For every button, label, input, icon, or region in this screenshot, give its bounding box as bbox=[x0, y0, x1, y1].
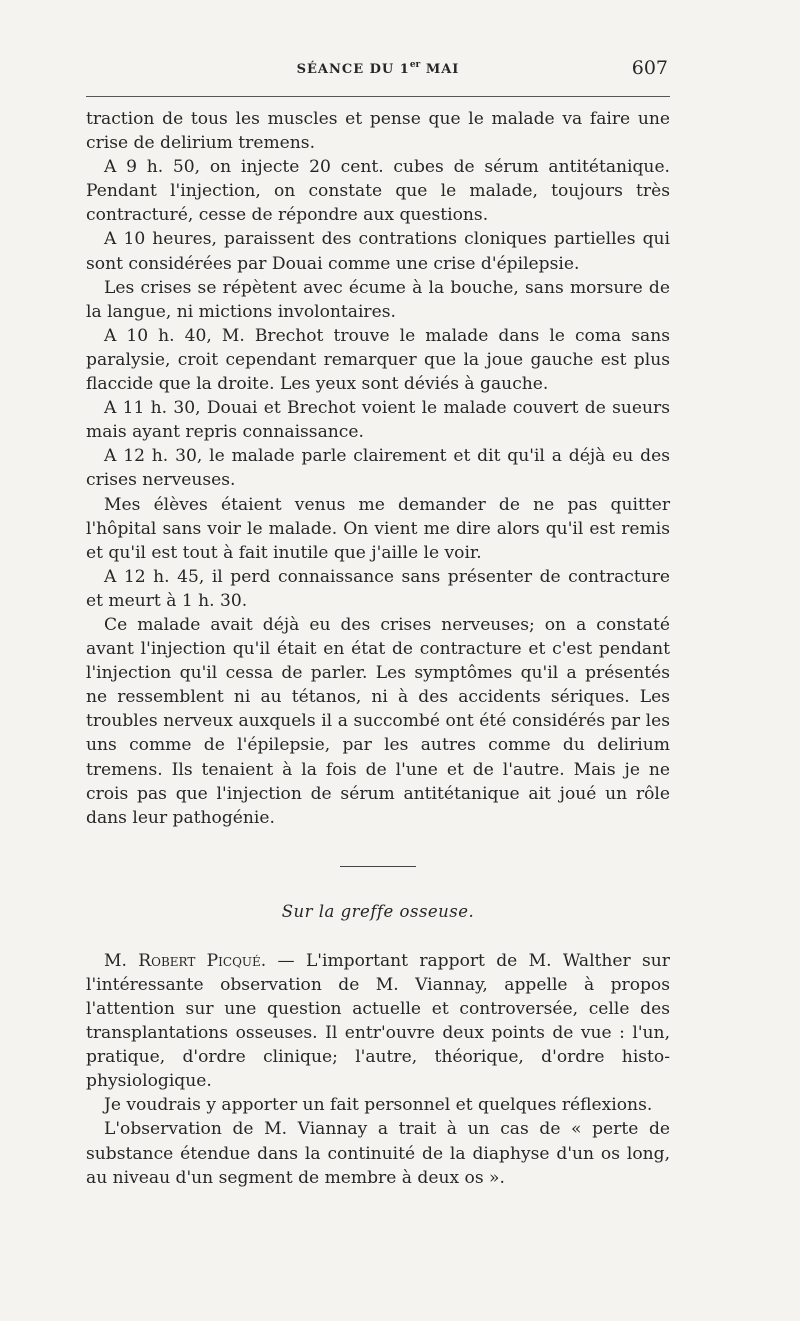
paragraph: A 11 h. 30, Douai et Brechot voient le malade couvert de sueurs mais ayant repris connaissance. bbox=[86, 398, 670, 443]
running-title bbox=[86, 60, 670, 77]
paragraph bbox=[86, 949, 670, 1094]
page-number: 607 bbox=[631, 57, 668, 79]
paragraph: A 12 h. 30, le malade parle clairement et dit qu'il a déjà eu des crises nerveuses. bbox=[86, 446, 670, 491]
running-title-superscript: er bbox=[409, 60, 421, 70]
section-body bbox=[86, 949, 670, 1190]
paragraph: A 9 h. 50, on injecte 20 cent. cubes de sérum antitétanique. Pendant l'injection, on constate que le malade, toujours très contracturé, cesse de répondre aux questions. bbox=[86, 157, 670, 226]
running-title-pre: SÉANCE DU 1 bbox=[296, 62, 410, 77]
section-divider bbox=[340, 866, 416, 867]
section-title: Sur la greffe osseuse. bbox=[281, 901, 475, 921]
paragraph-text: — L'important rapport de M. Walther sur l'intéressante observation de M. Viannay, appelle à propos l'attention sur une question actuelle et controversée, celle des transplantations osseuses. Il entr'ouvre deux points de vue : l'un, pratique, d'ordre clinique; l'autre, théorique, d'ordre histo-physiologique. bbox=[86, 950, 670, 1092]
paragraph: A 12 h. 45, il perd connaissance sans présenter de contracture et meurt à 1 h. 30. bbox=[86, 566, 670, 611]
running-title-post: MAI bbox=[420, 62, 460, 77]
paragraph: Mes élèves étaient venus me demander de ne pas quitter l'hôpital sans voir le malade. On vient me dire alors qu'il est remis et qu'il est tout à fait inutile que j'aille le voir. bbox=[86, 494, 670, 563]
paragraph: L'observation de M. Viannay a trait à un cas de « perte de substance étendue dans la continuité de la diaphyse d'un os long, au niveau d'un segment de membre à deux os ». bbox=[86, 1119, 670, 1188]
paragraph: A 10 heures, paraissent des contrations cloniques partielles qui sont considérées par Douai comme une crise d'épilepsie. bbox=[86, 229, 670, 274]
paragraph: Ce malade avait déjà eu des crises nerveuses; on a constaté avant l'injection qu'il était en état de contracture et c'est pendant l'injection qu'il cessa de parler. Les symptômes qu'il a présentés ne ressemblent ni au tétanos, ni à des accidents sériques. Les troubles nerveux auxquels il a succombé ont été considérés par les uns comme de l'épilepsie, par les autres comme du delirium tremens. Ils tenaient à la fois de l'une et de l'autre. Mais je ne crois pas que l'injection de sérum antitétanique ait joué un rôle dans leur pathogénie. bbox=[86, 614, 670, 828]
running-header bbox=[86, 52, 670, 86]
body-text bbox=[86, 107, 670, 830]
page bbox=[86, 52, 670, 1190]
paragraph: A 10 h. 40, M. Brechot trouve le malade dans le coma sans paralysie, croit cependant remarquer que la joue gauche est plus flaccide que la droite. Les yeux sont déviés à gauche. bbox=[86, 325, 670, 395]
speaker-name: M. Robert Picqué. bbox=[104, 950, 267, 971]
paragraph: traction de tous les muscles et pense que le malade va faire une crise de delirium tremens. bbox=[86, 109, 670, 154]
paragraph: Les crises se répètent avec écume à la bouche, sans morsure de la langue, ni mictions involontaires. bbox=[86, 277, 670, 322]
header-rule bbox=[86, 96, 670, 97]
paragraph: Je voudrais y apporter un fait personnel et quelques réflexions. bbox=[104, 1095, 653, 1116]
